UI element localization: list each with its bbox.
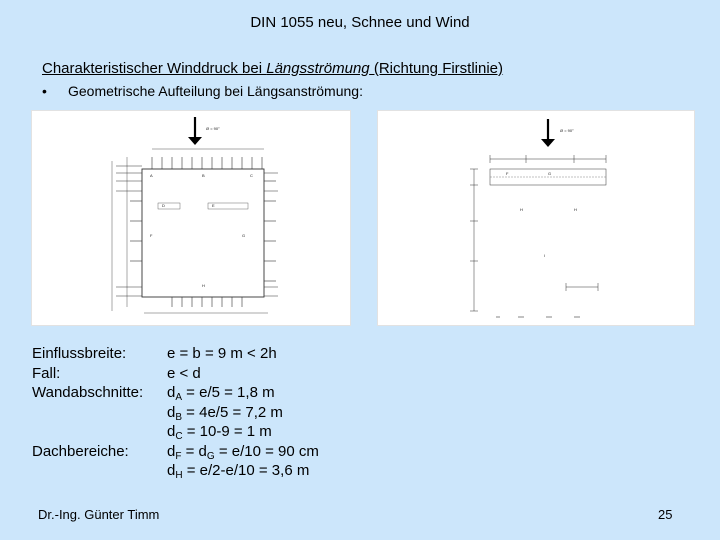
zone-label-f: F bbox=[150, 233, 153, 238]
heading-italic: Längsströmung bbox=[266, 60, 370, 77]
label-dachbereiche: Dachbereiche: bbox=[32, 442, 129, 460]
value-einflussbreite: e = b = 9 m < 2h bbox=[167, 345, 277, 362]
heading-prefix: Charakteristischer Winddruck bei bbox=[42, 60, 267, 77]
zone-label-g: G bbox=[548, 171, 552, 176]
bullet-text: Geometrische Aufteilung bei Längsanströmung: bbox=[68, 83, 363, 99]
plan-view-drawing bbox=[32, 111, 350, 325]
zone-label-h: H bbox=[202, 283, 205, 288]
wind-direction-label: Ø = 90° bbox=[560, 128, 574, 133]
footer-author: Dr.-Ing. Günter Timm bbox=[38, 507, 160, 522]
value-dC: $d_C = 10-9 = 1$ m bbox=[167, 423, 272, 442]
value-dF: $d_F = d_G = e/10 = 90$ cm bbox=[167, 442, 319, 462]
value-fall: e < d bbox=[167, 364, 201, 382]
zone-label-i: I bbox=[544, 253, 546, 258]
building-outline bbox=[142, 169, 264, 297]
zone-label-h2: H bbox=[574, 207, 577, 212]
page-number: 25 bbox=[658, 507, 673, 522]
label-fall: Fall: bbox=[32, 364, 61, 382]
wind-direction-label: Ø = 90° bbox=[206, 126, 220, 131]
zone-label-c: C bbox=[250, 173, 253, 178]
label-wandabschnitte: Wandabschnitte: bbox=[32, 384, 144, 401]
zone-label-b: B bbox=[202, 173, 205, 178]
zone-label-f: F bbox=[506, 171, 509, 176]
section-heading bbox=[42, 60, 503, 77]
zone-label-a: A bbox=[150, 173, 153, 178]
heading-suffix: (Richtung Firstlinie) bbox=[369, 60, 504, 77]
zone-label-g: G bbox=[242, 233, 246, 238]
wind-arrow-head bbox=[541, 139, 555, 147]
parameter-values bbox=[167, 344, 319, 481]
zone-label-d: D bbox=[162, 203, 165, 208]
parameter-labels bbox=[32, 344, 143, 461]
value-dB: $d_B = 4e/5 = 7,2$ m bbox=[167, 403, 283, 423]
zone-label-e: E bbox=[212, 203, 215, 208]
value-dA: $d_A = e/5 = 1,8$ m bbox=[167, 384, 275, 403]
figure-section-view bbox=[377, 110, 695, 326]
section-view-drawing bbox=[378, 111, 694, 325]
wind-arrow-head bbox=[188, 137, 202, 145]
label-einflussbreite: Einflussbreite: bbox=[32, 345, 127, 362]
bullet-item bbox=[42, 83, 363, 99]
zone-label-h: H bbox=[520, 207, 523, 212]
slide-title: DIN 1055 neu, Schnee und Wind bbox=[250, 14, 470, 31]
bullet-marker: • bbox=[42, 83, 47, 99]
figure-plan-view bbox=[31, 110, 351, 326]
value-dH: $d_H = e/2-e/10 = 3,6$ m bbox=[167, 462, 310, 481]
